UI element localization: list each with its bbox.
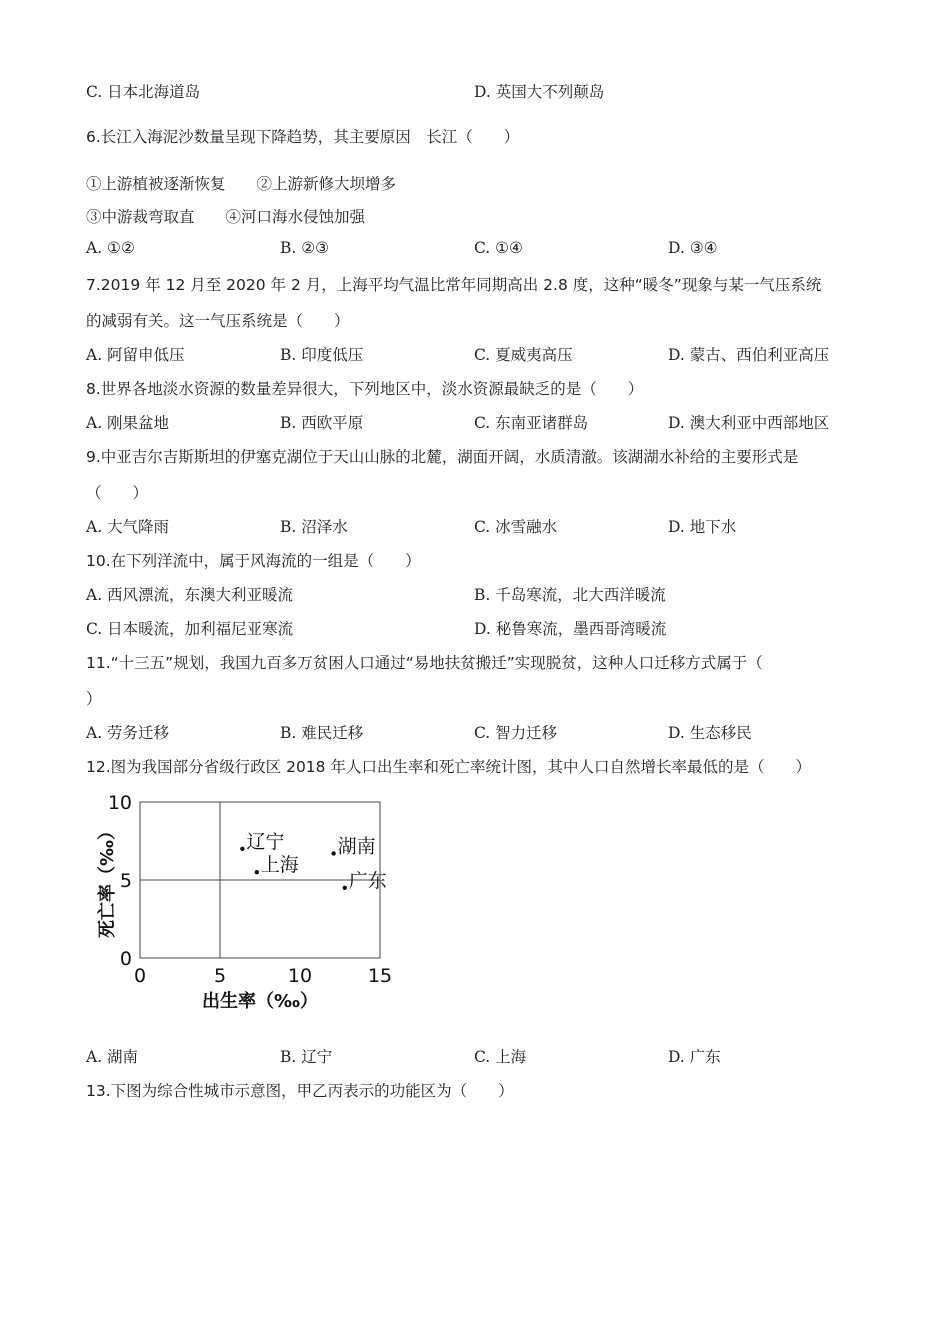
q9-option-c: C. 冰雪融水 [474,518,558,536]
q10-option-b: B. 千岛寒流，北大西洋暖流 [474,586,666,604]
data-point-label: 上海 [260,854,299,877]
x-axis-label: 出生率（‰） [202,991,318,1012]
data-point-label: 湖南 [337,835,376,858]
q9-option-a: A. 大气降雨 [86,518,170,536]
q10-stem: 10.在下列洋流中，属于风海流的一组是（ ） [86,552,421,570]
q5-option-c: C. 日本北海道岛 [86,83,201,101]
q7-option-c: C. 夏威夷高压 [474,346,573,364]
q11-option-a: A. 劳务迁移 [86,724,170,742]
q10-option-c: C. 日本暖流，加利福尼亚寒流 [86,620,294,638]
q6-stem: 6.长江入海泥沙数量呈现下降趋势，其主要原因 长江（ ） [86,128,520,146]
q11-stem-line1: 11.“十三五”规划，我国九百多万贫困人口通过“易地扶贫搬迁”实现脱贫，这种人口迁移方式属于（ [86,654,763,672]
data-points [240,831,387,892]
x-tick-label: 15 [367,965,393,987]
x-tick-labels [134,965,392,987]
x-tick-label: 10 [287,965,313,987]
q9-option-b: B. 沼泽水 [280,518,348,536]
q6-option-a: A. ①② [86,239,135,257]
data-point [240,847,244,851]
q13-stem: 13.下图为综合性城市示意图，甲乙丙表示的功能区为（ ） [86,1082,514,1100]
q6-item-2: ③中游裁弯取直 ④河口海水侵蚀加强 [86,208,366,226]
q11-option-c: C. 智力迁移 [474,724,558,742]
q12-option-d: D. 广东 [668,1048,721,1066]
q8-option-a: A. 刚果盆地 [86,414,170,432]
data-point [255,870,259,874]
y-tick-label: 10 [107,792,132,814]
q11-option-d: D. 生态移民 [668,724,752,742]
q9-option-d: D. 地下水 [668,518,737,536]
q8-stem: 8.世界各地淡水资源的数量差异很大，下列地区中，淡水资源最缺乏的是（ ） [86,380,644,398]
x-tick-label: 0 [133,965,147,987]
q8-option-d: D. 澳大利亚中西部地区 [668,414,830,432]
q5-option-d: D. 英国大不列颠岛 [474,83,605,101]
data-point [343,886,347,890]
q11-option-b: B. 难民迁移 [280,724,364,742]
y-tick-label: 0 [119,948,132,970]
q12-stem: 12.图为我国部分省级行政区 2018 年人口出生率和死亡率统计图，其中人口自然增长率最低的是（ ） [86,758,811,776]
q9-stem-line1: 9.中亚吉尔吉斯斯坦的伊塞克湖位于天山山脉的北麓，湖面开阔，水质清澈。该湖湖水补给的主要形式是 [86,448,799,466]
birth-death-rate-chart [95,792,405,1017]
q12-option-c: C. 上海 [474,1048,527,1066]
q6-item-1: ①上游植被逐渐恢复 ②上游新修大坝增多 [86,175,397,193]
q6-option-b: B. ②③ [280,239,330,257]
q12-option-a: A. 湖南 [86,1048,139,1066]
q7-stem-line1: 7.2019 年 12 月至 2020 年 2 月，上海平均气温比常年同期高出 2.8 度，这种“暖冬”现象与某一气压系统 [86,276,822,294]
data-point-label: 辽宁 [246,830,285,853]
q10-option-d: D. 秘鲁寒流，墨西哥湾暖流 [474,620,667,638]
q12-option-b: B. 辽宁 [280,1048,333,1066]
data-point [331,851,335,855]
x-tick-label: 5 [213,965,227,987]
q7-option-a: A. 阿留申低压 [86,346,185,364]
q6-option-c: C. ①④ [474,239,523,257]
q11-stem-line2: ） [86,690,102,708]
q10-option-a: A. 西风漂流，东澳大利亚暖流 [86,586,294,604]
data-point-label: 广东 [348,869,387,892]
q6-option-d: D. ③④ [668,239,718,257]
q9-stem-line2: （ ） [86,484,149,502]
q8-option-b: B. 西欧平原 [280,414,364,432]
y-tick-label: 5 [119,870,132,892]
q7-option-b: B. 印度低压 [280,346,364,364]
q8-option-c: C. 东南亚诸群岛 [474,414,589,432]
q7-option-d: D. 蒙古、西伯利亚高压 [668,346,830,364]
y-axis-label: 死亡率（‰） [97,822,118,938]
q7-stem-line2: 的减弱有关。这一气压系统是（ ） [86,312,350,330]
